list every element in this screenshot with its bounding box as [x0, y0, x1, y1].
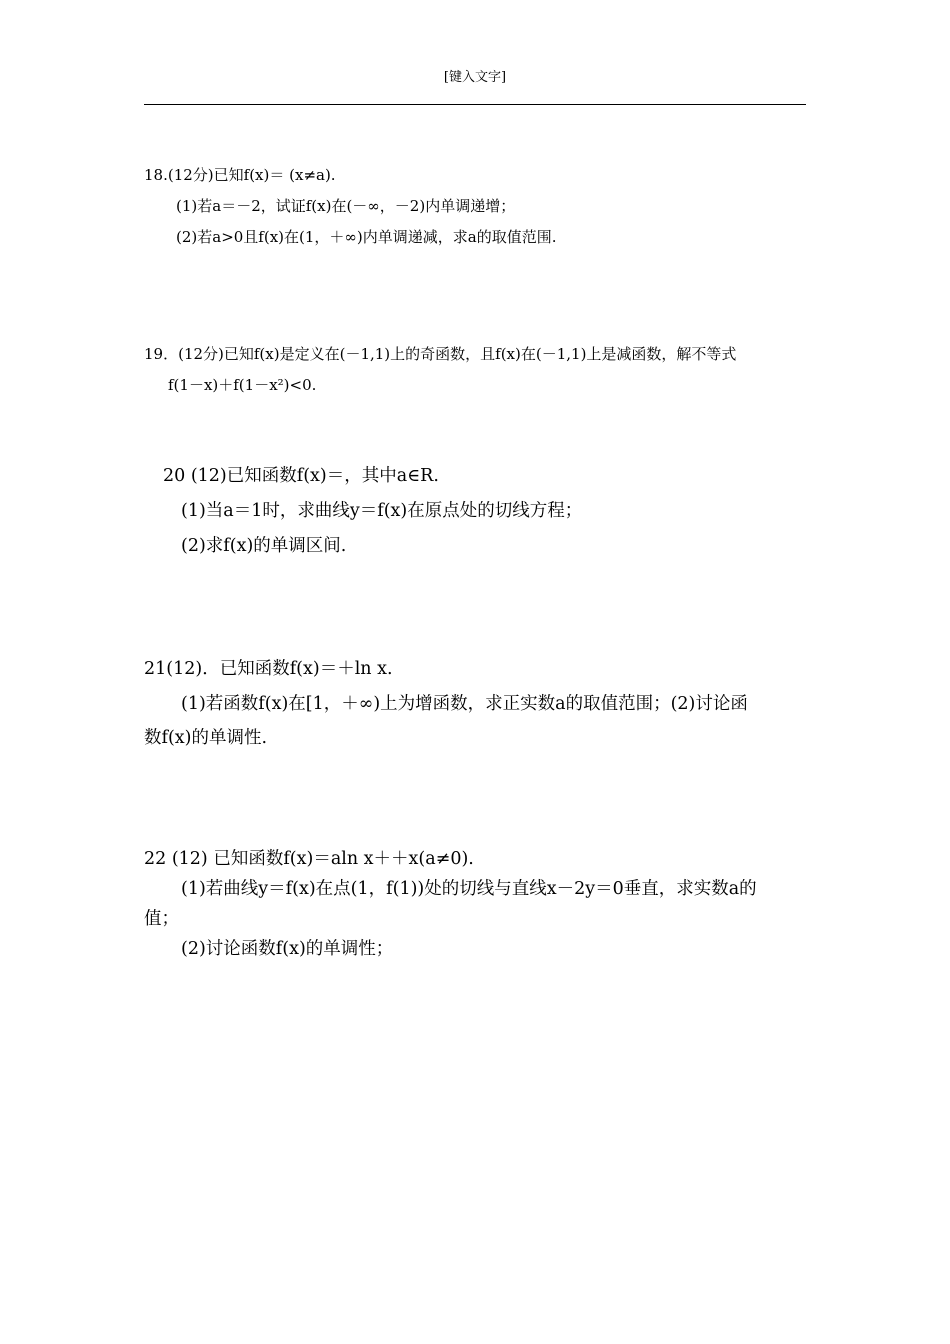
- problem-20-title: 20 (12)已知函数f(x)＝，其中a∈R.: [163, 466, 439, 486]
- problem-22-title: 22 (12) 已知函数f(x)＝aln x＋＋x(a≠0).: [144, 849, 474, 869]
- problem-21-part1: (1)若函数f(x)在[1，＋∞)上为增函数，求正实数a的取值范围；(2)讨论函: [181, 694, 748, 714]
- problem-22-part1: (1)若曲线y＝f(x)在点(1，f(1))处的切线与直线x－2y＝0垂直，求实数a的: [181, 879, 757, 899]
- problem-21-part1-cont: 数f(x)的单调性.: [144, 728, 268, 748]
- problem-22-part2: (2)讨论函数f(x)的单调性；: [181, 939, 394, 959]
- header-rule: [144, 104, 806, 105]
- page-header: [键入文字]: [443, 70, 507, 85]
- problem-19-cont: f(1－x)＋f(1－x²)<0.: [168, 376, 317, 394]
- problem-20-part1: (1)当a＝1时，求曲线y＝f(x)在原点处的切线方程；: [181, 501, 583, 521]
- problem-19-title: 19．(12分)已知f(x)是定义在(－1,1)上的奇函数，且f(x)在(－1,1)上是减函数，解不等式: [144, 345, 737, 363]
- problem-18-part2: (2)若a>0且f(x)在(1，＋∞)内单调递减，求a的取值范围.: [176, 228, 557, 246]
- problem-22-part1-cont: 值；: [144, 909, 179, 929]
- problem-20-part2: (2)求f(x)的单调区间.: [181, 536, 347, 556]
- problem-18-title: 18.(12分)已知f(x)＝ (x≠a).: [144, 166, 336, 184]
- problem-21-title: 21(12)．已知函数f(x)＝＋ln x.: [144, 659, 393, 679]
- problem-18-part1: (1)若a＝－2，试证f(x)在(－∞，－2)内单调递增；: [176, 197, 516, 215]
